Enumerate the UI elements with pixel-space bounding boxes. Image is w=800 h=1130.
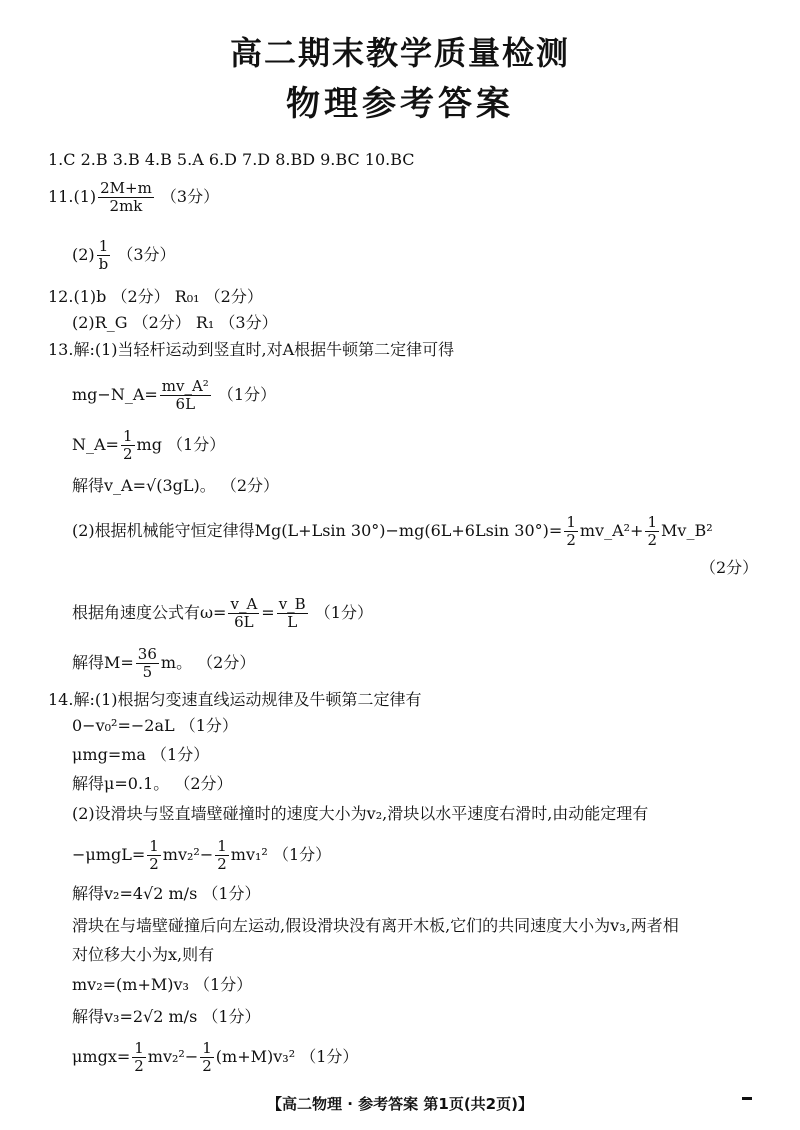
q11-p2-den: b xyxy=(98,255,109,273)
q11-p1-num: 2M+m xyxy=(100,179,152,197)
q13-omega-score: （1分） xyxy=(314,603,373,622)
q13-omega-den2: L xyxy=(287,613,298,631)
q13-res2-num: 36 xyxy=(137,645,157,663)
q13-omega-eq: 根据角速度公式有ω= $\frac{v\_A}{6L}$ = $\frac{v\_B}{L}$ （1分） xyxy=(72,595,373,631)
q13-res2-fraction xyxy=(136,646,159,681)
q13-p2-half-2 xyxy=(645,514,659,549)
q14-ke-half2 xyxy=(215,838,229,873)
q13-res2-den: 5 xyxy=(142,663,153,681)
footer-dash-mark xyxy=(742,1097,752,1100)
q11-p1-prefix: 11.(1) xyxy=(48,187,97,206)
page-footer: 【高二物理 · 参考答案 第1页(共2页)】 xyxy=(267,1095,533,1113)
q13-result2 xyxy=(72,646,255,681)
q11-p2-num: 1 xyxy=(97,238,111,256)
q13-omega-frac2 xyxy=(277,596,308,631)
q13-eq2 xyxy=(72,428,225,463)
multiple-choice-answers: 1.C 2.B 3.B 4.B 5.A 6.D 7.D 8.BD 9.BC 10.BC xyxy=(48,150,415,169)
q11-p2-prefix: (2) xyxy=(72,245,95,264)
q13-res2-score: （2分） xyxy=(197,653,256,672)
q12-part2: (2)R_G （2分） R₁ （3分） xyxy=(72,313,278,332)
q13-eq2-right: mg xyxy=(136,435,162,454)
q14-ke-score: （1分） xyxy=(272,845,332,864)
q13-eq2-num: 1 xyxy=(122,427,133,445)
q11-part1 xyxy=(48,180,219,215)
q14-ke-half2-num: 1 xyxy=(217,837,227,855)
q13-eq1-fraction xyxy=(160,378,211,413)
q13-eq1 xyxy=(72,378,276,413)
q13-eq2-fraction xyxy=(121,428,135,463)
q13-eq1-score: （1分） xyxy=(217,385,277,404)
q14-fin-half2-num: 1 xyxy=(202,1039,212,1057)
q13-energy-eq xyxy=(72,514,713,549)
q13-p2-mid: mv_A²+ xyxy=(579,521,644,540)
q14-fin-score: （1分） xyxy=(300,1047,359,1066)
q14-eq1: 0−v₀²=−2aL （1分） xyxy=(72,716,238,735)
q14-fin-half1-den: 2 xyxy=(134,1057,144,1075)
q11-p1-den: 2mk xyxy=(109,197,143,215)
q13-p2-text: (2)根据机械能守恒定律得Mg(L+Lsin 30°)−mg(6L+6Lsin 30°)= xyxy=(72,521,563,540)
q13-eq1-den: 6L xyxy=(175,395,196,413)
q13-res2-right: m。 xyxy=(160,653,193,672)
q14-result3: 解得v₃=2√2 m/s （1分） xyxy=(72,1007,261,1026)
q13-omega-den1: 6L xyxy=(234,613,254,631)
q14-fin-half2 xyxy=(200,1040,214,1075)
q14-part2-text: (2)设滑块与竖直墙壁碰撞时的速度大小为v₂,滑块以水平速度右滑时,由动能定理有 xyxy=(72,804,649,823)
q14-fin-half2-den: 2 xyxy=(202,1057,212,1075)
q14-ke-half1-den: 2 xyxy=(149,855,159,873)
q13-eq2-score: （1分） xyxy=(167,435,226,454)
q13-p2-half-num: 1 xyxy=(566,513,576,531)
q14-ke-mid: mv₂²− xyxy=(162,845,214,864)
q11-p2-fraction xyxy=(97,238,111,273)
q13-omega-num1: v_A xyxy=(230,595,258,613)
q13-eq1-num: mv_A² xyxy=(161,377,209,395)
q13-res1-score: （2分） xyxy=(220,476,280,495)
q13-p2-half2-num: 1 xyxy=(647,513,658,531)
q14-kinetic-eq xyxy=(72,838,331,873)
q14-ke-half1-num: 1 xyxy=(149,837,159,855)
q14-fin-end: (m+M)v₃² xyxy=(215,1047,296,1066)
q14-ke-end: mv₁² xyxy=(230,845,268,864)
q11-part2 xyxy=(72,238,176,273)
q13-p2-half-den: 2 xyxy=(566,531,576,549)
q14-final-eq xyxy=(72,1040,358,1075)
q11-p1-fraction xyxy=(98,180,154,215)
q13-res1-text: 解得v_A=√(3gL)。 xyxy=(72,476,216,495)
q14-fin-half1 xyxy=(132,1040,146,1075)
q14-ke-half1 xyxy=(147,838,161,873)
q13-p2-score: （2分） xyxy=(700,558,759,577)
q13-result1 xyxy=(72,476,279,496)
q13-eq2-den: 2 xyxy=(122,445,133,463)
q13-eq2-left: N_A= xyxy=(72,435,119,454)
q13-p2-end: Mv_B² xyxy=(661,521,713,540)
q14-result2: 解得v₂=4√2 m/s （1分） xyxy=(72,884,261,903)
q14-momentum-eq: mv₂=(m+M)v₃ （1分） xyxy=(72,975,253,994)
q11-p2-score: （3分） xyxy=(117,245,176,264)
q14-fin-left: μmgx= xyxy=(72,1047,131,1066)
exam-title: 高二期末教学质量检测 xyxy=(229,34,570,72)
q14-result1: 解得μ=0.1。 （2分） xyxy=(72,774,233,793)
q14-eq2: μmg=ma （1分） xyxy=(72,745,210,764)
q13-intro: 13.解:(1)当轻杆运动到竖直时,对A根据牛顿第二定律可得 xyxy=(48,340,455,359)
q13-p2-half2-den: 2 xyxy=(647,531,658,549)
q14-ke-left: −μmgL= xyxy=(72,845,146,864)
q13-omega-num2: v_B xyxy=(278,595,306,613)
q13-eq1-left: mg−N_A= xyxy=(72,385,158,404)
answer-title: 物理参考答案 xyxy=(286,84,514,124)
q14-paragraph-line2: 对位移大小为x,则有 xyxy=(72,945,215,964)
q12-part1: 12.(1)b （2分） R₀₁ （2分） xyxy=(48,287,263,306)
q13-p2-half-1 xyxy=(564,514,578,549)
q14-fin-mid: mv₂²− xyxy=(147,1047,199,1066)
q13-res2-left: 解得M= xyxy=(72,653,134,672)
q14-intro: 14.解:(1)根据匀变速直线运动规律及牛顿第二定律有 xyxy=(48,690,422,709)
q14-fin-half1-num: 1 xyxy=(134,1039,144,1057)
q14-ke-half2-den: 2 xyxy=(217,855,227,873)
q13-omega-frac1 xyxy=(228,596,259,631)
q11-p1-score: （3分） xyxy=(160,187,220,206)
q13-omega-text: 根据角速度公式有ω= xyxy=(72,603,227,622)
q14-paragraph-line1: 滑块在与墙壁碰撞后向左运动,假设滑块没有离开木板,它们的共同速度大小为v₃,两者相 xyxy=(72,916,679,935)
